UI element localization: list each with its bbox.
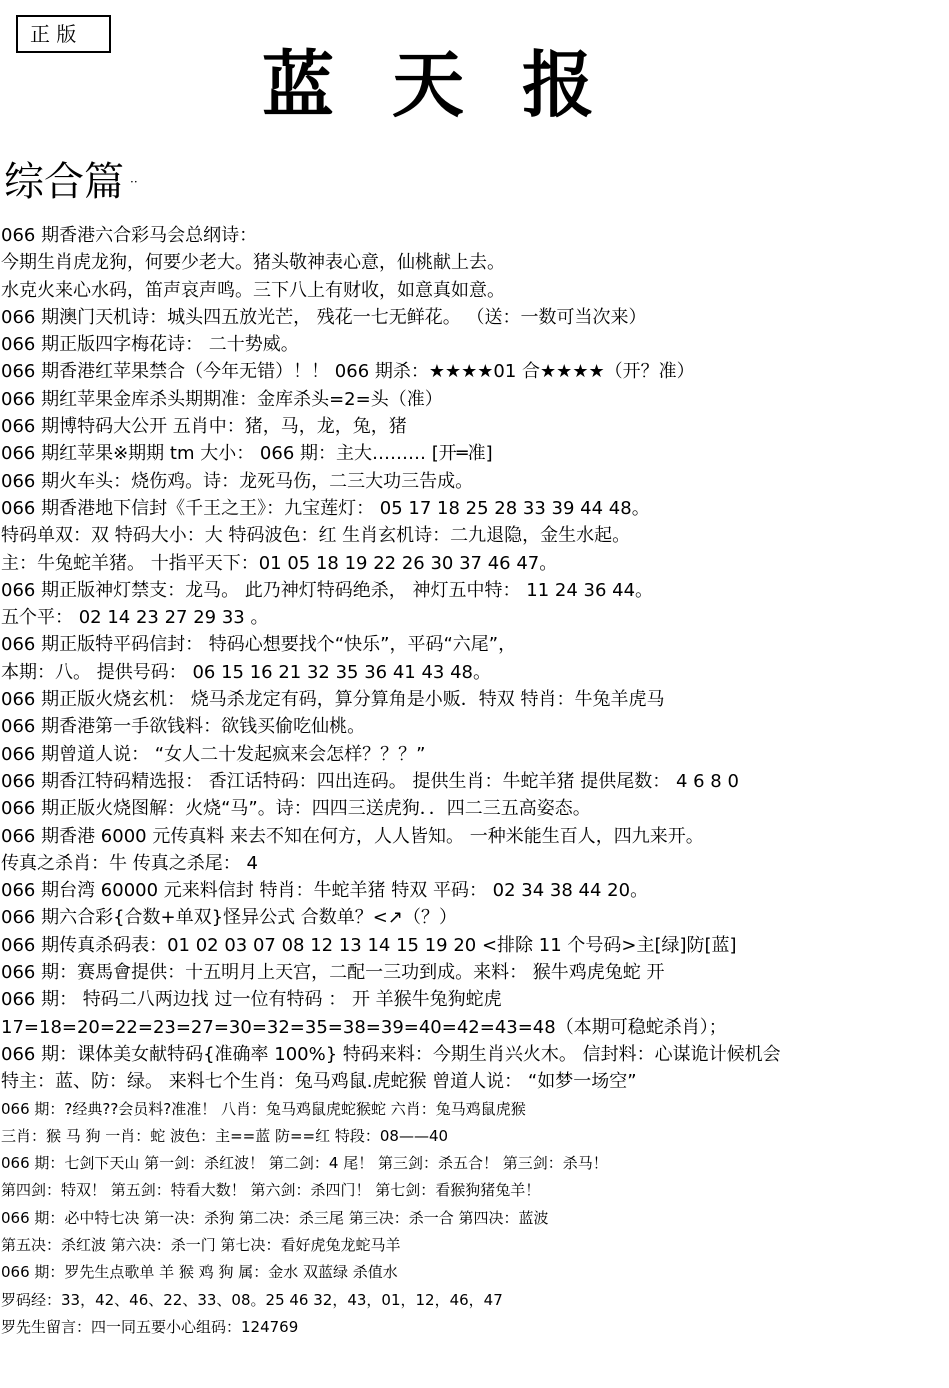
text-line: 066 期火车头：烧伤鸡。诗：龙死马伤，二三大功三告成。 (1, 470, 474, 492)
text-line: 066 期：七剑下天山 第一剑：杀红波！ 第二剑：4 尾！ 第三剑：杀五合！ 第三剑：杀马！ (1, 1154, 608, 1173)
text-line: 066 期：?经典??会员料?准准！ 八肖：兔马鸡鼠虎蛇猴蛇 六肖：兔马鸡鼠虎猴 (1, 1099, 526, 1118)
text-line: 066 期香港第一手欲钱料：欲钱买偷吃仙桃。 (1, 716, 366, 738)
text-line: 特码单双：双 特码大小：大 特码波色：红 生肖玄机诗：二九退隐，金生水起。 (1, 525, 631, 547)
edition-badge: 正 版 (16, 15, 111, 53)
text-line: 第五决：杀红波 第六决：杀一门 第七决：看好虎兔龙蛇马羊 (1, 1235, 401, 1254)
text-line: 066 期香港六合彩马会总纲诗： (1, 225, 258, 246)
text-line: 066 期香港 6000 元传真料 来去不知在何方，人人皆知。 一种米能生百人，四九来开。 (1, 825, 704, 847)
text-line: 066 期红苹果※期期 tm 大小： 066 期：主大……… [开═准] (1, 443, 493, 465)
heading-dots: ·· (130, 175, 138, 189)
text-line: 066 期香港地下信封《千王之王》：九宝莲灯： 05 17 18 25 28 33 39 44 48。 (1, 497, 650, 519)
text-line: 今期生肖虎龙狗，何要少老大。猪头敬神表心意，仙桃献上去。 (1, 252, 505, 274)
text-line: 066 期红苹果金库杀头期期准：金库杀头=2=头（准） (1, 388, 443, 410)
text-line: 传真之杀肖：牛 传真之杀尾： 4 (1, 852, 258, 874)
text-line: 17=18=20=22=23=27=30=32=35=38=39=40=42=43=48（本期可稳蛇杀肖）； (1, 1016, 727, 1038)
section-heading (4, 152, 138, 212)
text-line: 066 期：课体美女献特码{准确率 100%} 特码来料：今期生肖兴火木。 信封料：心谋诡计候机会 (1, 1043, 781, 1065)
text-line: 066 期： 特码二八两边找 过一位有特码 ： 开 羊猴牛兔狗蛇虎 (1, 989, 502, 1011)
text-line: 066 期：必中特七决 第一决：杀狗 第二决：杀三尾 第三决：杀一合 第四决：蓝波 (1, 1208, 549, 1227)
text-line: 066 期香港红苹果禁合（今年无错）！！ 066 期杀：★★★★01 合★★★★（开？准） (1, 361, 695, 383)
text-line: 水克火来心水码，笛声哀声鸣。三下八上有财收，如意真如意。 (1, 279, 505, 301)
text-line: 066 期正版火烧玄机： 烧马杀龙定有码，算分算角是小贩．特双 特肖：牛兔羊虎马 (1, 689, 665, 711)
text-line: 066 期正版神灯禁支：龙马。 此乃神灯特码绝杀， 神灯五中特： 11 24 36 44。 (1, 579, 654, 601)
content-lines (0, 222, 949, 1341)
text-line: 066 期澳门天机诗：城头四五放光芒， 残花一七无鲜花。 （送：一数可当次来） (1, 306, 647, 328)
text-line: 主：牛兔蛇羊猪。 十指平天下：01 05 18 19 22 26 30 37 46 47。 (1, 552, 558, 574)
text-line: 066 期六合彩{合数+单双}怪异公式 合数单？<↗（？） (1, 907, 457, 929)
text-line: 罗码经：33，42、46、22、33、08。25 46 32，43，01，12，46，47 (1, 1290, 503, 1309)
text-line: 066 期正版火烧图解：火烧“马”。诗：四四三送虎狗．．四二三五高姿态。 (1, 798, 591, 820)
section-heading-text: 综合篇 (4, 159, 124, 205)
text-line: 066 期博特码大公开 五肖中：猪，马，龙，兔，猪 (1, 416, 407, 438)
text-line: 三肖：猴 马 狗 一肖：蛇 波色：主==蓝 防==红 特段：08——40 (1, 1126, 449, 1145)
text-line: 066 期曾道人说： “女人二十发起疯来会怎样？？？” (1, 743, 426, 765)
newspaper-title: 蓝天报 (262, 42, 653, 127)
text-line: 五个平： 02 14 23 27 29 33 。 (1, 607, 269, 629)
text-line: 066 期传真杀码表：01 02 03 07 08 12 13 14 15 19 20 <排除 11 个号码>主[绿]防[蓝] (1, 934, 737, 956)
text-line: 066 期正版特平码信封： 特码心想要找个“快乐”，平码“六尾”， (1, 634, 517, 656)
text-line: 066 期正版四字梅花诗： 二十势威。 (1, 334, 299, 356)
text-line: 066 期：赛馬會提供：十五明月上天宫，二配一三功到成。来料： 猴牛鸡虎兔蛇 开 (1, 962, 665, 984)
text-line: 特主：蓝、防：绿。 来料七个生肖：兔马鸡鼠.虎蛇猴 曾道人说： “如梦一场空” (1, 1071, 637, 1093)
text-line: 罗先生留言：四一同五要小心组码：124769 (1, 1317, 299, 1336)
text-line: 066 期：罗先生点歌单 羊 猴 鸡 狗 属：金水 双蓝绿 杀值水 (1, 1263, 398, 1282)
text-line: 本期：八。 提供号码： 06 15 16 21 32 35 36 41 43 48。 (1, 661, 491, 683)
text-line: 066 期香江特码精选报： 香江话特码：四出连码。 提供生肖：牛蛇羊猪 提供尾数： 4 6 8 0 (1, 770, 739, 792)
text-line: 066 期台湾 60000 元来料信封 特肖：牛蛇羊猪 特双 平码： 02 34 38 44 20。 (1, 880, 649, 902)
text-line: 第四剑：特双！ 第五剑：特看大数！ 第六剑：杀四门！ 第七剑：看猴狗猪兔羊！ (1, 1181, 541, 1200)
